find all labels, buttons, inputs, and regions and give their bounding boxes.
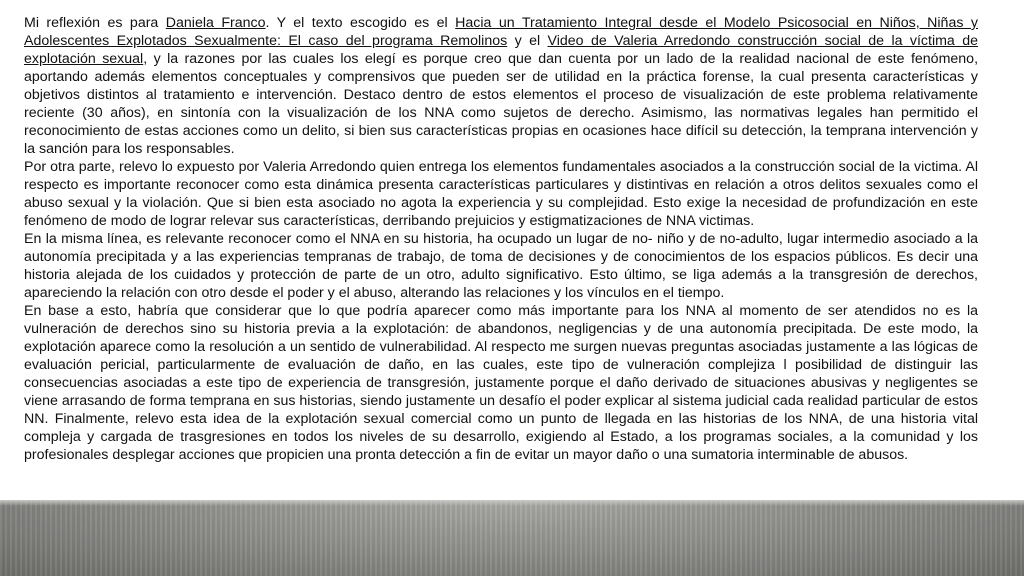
paragraph-2: Por otra parte, relevo lo expuesto por Valeria Arredondo quien entrega los elementos fundamentales asociados a la construcción social de la victima. Al respecto es importante reconocer como esta dinámica presenta características particulares y distintivas en relación a otros delitos sexuales como el abuso sexual y la violación. Que si bien esta asociado no agota la experiencia y su complejidad. Esto exige la necesidad de profundización en este fenómeno de modo de lograr relevar sus características, derribando prejuicios y estigmatizaciones de NNA victimas.: [24, 159, 978, 229]
paragraph-4: En base a esto, habría que considerar que lo que podría aparecer como más importante para los NNA al momento de ser atendidos no es la vulneración de derechos sino su historia previa a la explotación: de abandonos, negligencias y de una autonomía precipitada. De este modo, la explotación aparece como la resolución a un sentido de vulnerabilidad. Al respecto me surgen nuevas preguntas asociadas justamente a las lógicas de evaluación pericial, particularmente de evaluación de daño, en las cuales, este tipo de vulneración complejiza l posibilidad de distinguir las consecuencias asociadas a este tipo de experiencia de transgresión, justamente porque el daño derivado de situaciones abusivas y negligentes se viene arrasando de forma temprana en sus historias, siendo justamente un desafío el poder explicar al sistema judicial cada realidad particular de estos NN. Finalmente, relevo esta idea de la explotación sexual comercial como un punto de llegada en las historias de los NNA, de una historia vital compleja y cargada de trasgresiones en todos los niveles de su desarrollo, exigiendo al Estado, a los programas sociales, a la comunidad y los profesionales desplegar acciones que propicien una pronta detección a fin de evitar un mayor daño o una sumatoria interminable de abusos.: [24, 303, 978, 463]
paragraph-1-and: y el: [507, 33, 548, 49]
author-link[interactable]: Daniela Franco: [165, 15, 266, 31]
paragraph-3: En la misma línea, es relevante reconocer como el NNA en su historia, ha ocupado un lugar de no- niño y de no-adulto, lugar intermedio asociado a la autonomía precipitada y a las experiencias tempranas de trabajo, de toma de decisiones y de conocimientos de los espacios públicos. Es decir una historia alejada de los cuidados y protección de parte de un otro, adulto significativo. Esto último, se liga además a la transgresión de derechos, apareciendo la relación con otro desde el poder y el abuso, alterando las relaciones y los vínculos en el tiempo.: [24, 231, 978, 301]
paragraph-1: [24, 14, 978, 158]
paragraph-1-connector: . Y el texto escogido es el: [265, 15, 456, 31]
video-title-link[interactable]: Video de Valeria Arredondo construcción social de la víctima de explotación sexual: [24, 33, 978, 67]
floor-background: [0, 500, 1024, 576]
reflection-text: [24, 14, 978, 464]
paragraph-1-intro: Mi reflexión es para: [24, 15, 166, 31]
paragraph-1-body: , y la razones por las cuales los elegí es porque creo que dan cuenta por un lado de la realidad nacional de este fenómeno, aportando además elementos conceptuales y comprensivos que pueden ser de utilidad en la práctica forense, la cual presenta características y objetivos distintos al tratamiento e intervención. Destaco dentro de estos elementos el proceso de visualización de este problema relativamente reciente (30 años), en sintonía con la visualización de los NNA como sujetos de derecho. Asimismo, las normativas legales han permitido el reconocimiento de estas acciones como un delito, si bien sus características propias en ocasiones hace difícil su detección, la temprana intervención y la sanción para los responsables.: [24, 51, 979, 157]
text-title-link[interactable]: Hacia un Tratamiento Integral desde el Modelo Psicosocial en Niños, Niñas y Adolescentes Explotados Sexualmente: El caso del programa Remolinos: [24, 15, 978, 49]
